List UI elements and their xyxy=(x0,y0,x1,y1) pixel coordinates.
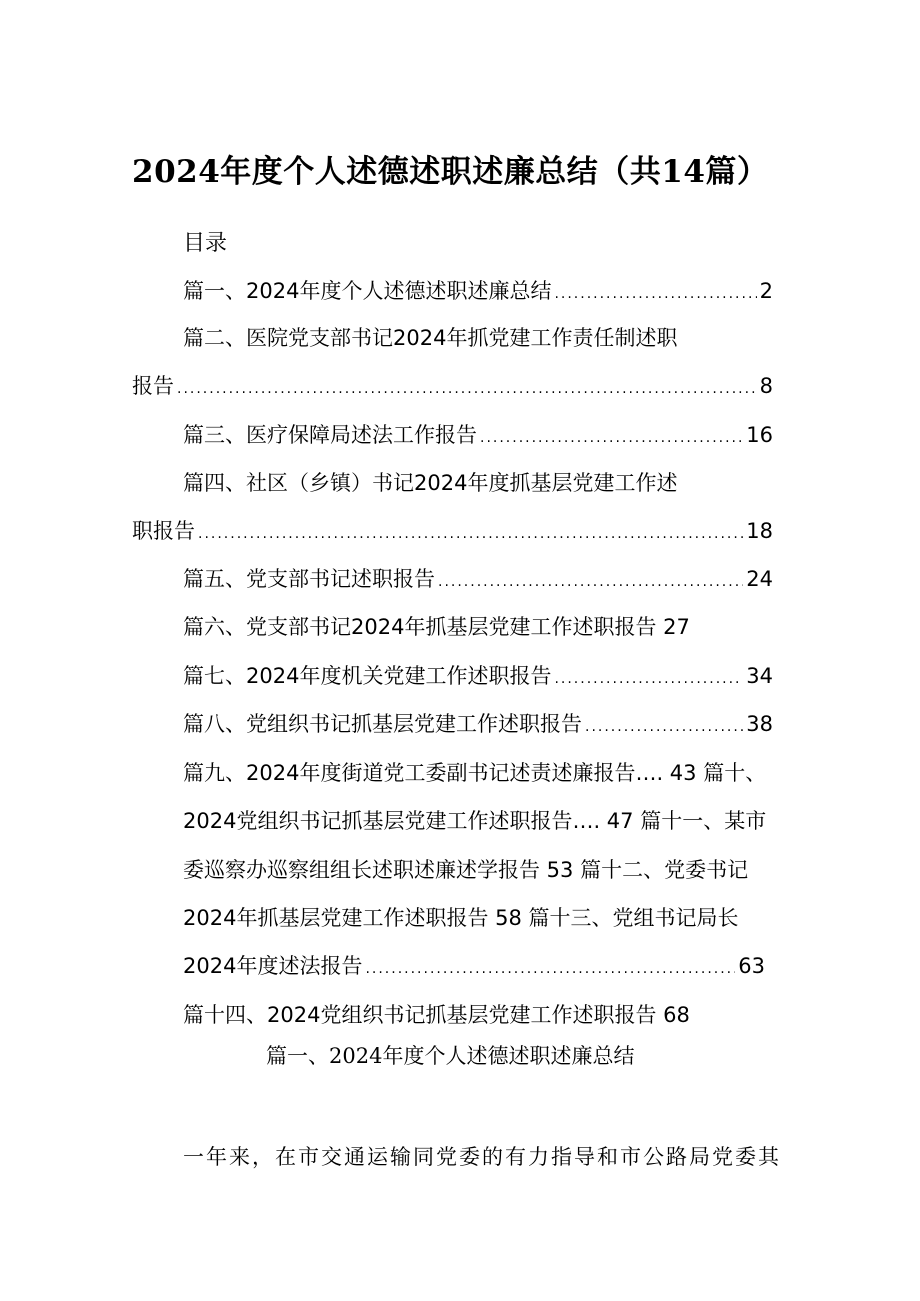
toc-page-number: 63 xyxy=(738,954,765,978)
toc-page-number: 24 xyxy=(746,567,773,591)
toc-entry-4-continued[interactable] xyxy=(132,516,773,546)
toc-run-line-2[interactable]: 2024党组织书记抓基层党建工作述职报告…. 47 篇十一、某市 xyxy=(183,809,767,833)
toc-page-number: 34 xyxy=(746,664,773,688)
toc-leader xyxy=(480,423,743,453)
body-paragraph: 一年来，在市交通运输同党委的有力指导和市公路局党委其 xyxy=(183,1145,781,1169)
toc-leader xyxy=(438,567,743,597)
toc-entry-3[interactable] xyxy=(183,420,773,450)
toc-page-number: 38 xyxy=(746,712,773,736)
toc-entry-text: 2024年度述法报告 xyxy=(183,954,363,978)
toc-entry-7[interactable] xyxy=(183,661,773,691)
toc-leader xyxy=(554,664,743,694)
toc-entry-1[interactable] xyxy=(183,276,773,306)
toc-leader xyxy=(554,279,756,309)
toc-leader xyxy=(365,954,735,984)
toc-label: 目录 xyxy=(183,231,228,256)
toc-entry-4[interactable]: 篇四、社区（乡镇）书记2024年度抓基层党建工作述 xyxy=(183,471,678,495)
document-title: 2024年度个人述德述职述廉总结（共14篇） xyxy=(132,154,769,190)
toc-entry-5[interactable] xyxy=(183,564,773,594)
toc-entry-6[interactable]: 篇六、党支部书记2024年抓基层党建工作述职报告 27 xyxy=(183,615,690,639)
toc-entry-text: 篇五、党支部书记述职报告 xyxy=(183,567,435,591)
toc-page-number: 18 xyxy=(746,519,773,543)
toc-run-line-3[interactable]: 委巡察办巡察组组长述职述廉述学报告 53 篇十二、党委书记 xyxy=(183,858,749,882)
toc-entry-text: 报告 xyxy=(132,374,174,398)
toc-run-line-4[interactable]: 2024年抓基层党建工作述职报告 58 篇十三、党组书记局长 xyxy=(183,906,739,930)
toc-entry-text: 篇一、2024年度个人述德述职述廉总结 xyxy=(183,279,552,303)
toc-entry-text: 篇七、2024年度机关党建工作述职报告 xyxy=(183,664,552,688)
toc-leader xyxy=(198,519,743,549)
toc-entry-text: 职报告 xyxy=(132,519,195,543)
toc-leader xyxy=(177,374,757,404)
toc-entry-13-continued[interactable] xyxy=(183,951,765,981)
toc-page-number: 8 xyxy=(759,374,773,398)
toc-entry-8[interactable] xyxy=(183,709,773,739)
section-heading: 篇一、2024年度个人述德述职述廉总结 xyxy=(266,1044,635,1068)
toc-page-number: 2 xyxy=(759,279,773,303)
toc-entry-text: 篇八、党组织书记抓基层党建工作述职报告 xyxy=(183,712,582,736)
toc-entry-2-continued[interactable] xyxy=(132,371,773,401)
toc-entry-2[interactable]: 篇二、医院党支部书记2024年抓党建工作责任制述职 xyxy=(183,326,678,350)
toc-entry-text: 篇三、医疗保障局述法工作报告 xyxy=(183,423,477,447)
toc-leader xyxy=(585,712,743,742)
toc-page-number: 16 xyxy=(746,423,773,447)
toc-run-line-1[interactable]: 篇九、2024年度街道党工委副书记述责述廉报告…. 43 篇十、 xyxy=(183,761,767,785)
toc-entry-14[interactable]: 篇十四、2024党组织书记抓基层党建工作述职报告 68 xyxy=(183,1003,690,1027)
